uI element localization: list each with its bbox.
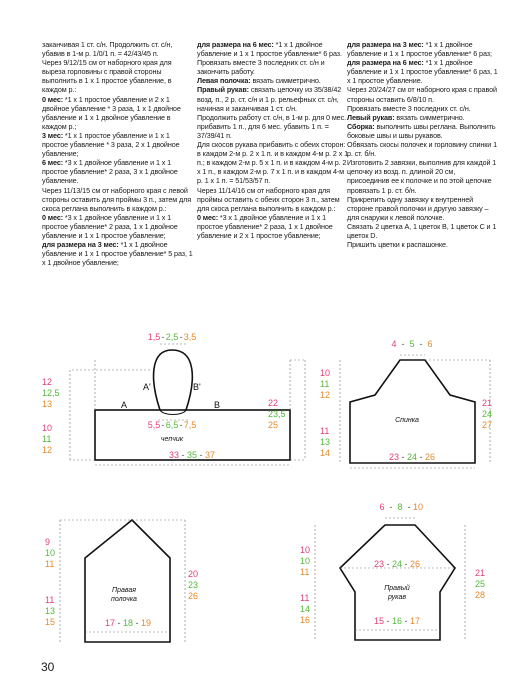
paragraph xyxy=(347,195,499,222)
paragraph xyxy=(347,58,499,85)
rukav-top-label: 8 xyxy=(397,502,403,512)
paragraph xyxy=(197,58,349,76)
spinka-diagram xyxy=(350,360,475,463)
polochka-upper-label: 9 xyxy=(45,537,51,547)
chepchik-mid-label-sep: - xyxy=(161,420,165,430)
rukav-mid-label: 24 xyxy=(391,559,403,569)
paragraph-heading: 3 мес: xyxy=(42,130,64,140)
chepchik-width-label: 23,5 xyxy=(268,409,286,419)
paragraph-text: Провязать вместе 3 последних ст. с/н и закончить работу. xyxy=(197,58,325,77)
chepchik-bottom-label-sep: - xyxy=(181,450,185,460)
paragraph-heading: Правый рукав: xyxy=(197,85,249,95)
paragraph xyxy=(347,240,499,249)
chepchik-label: чепчик xyxy=(160,436,184,443)
chepchik-lower-label: 12 xyxy=(42,445,53,455)
rukav-top-label-sep: - xyxy=(389,502,393,512)
rukav-label: рукав xyxy=(387,594,407,601)
paragraph-text: *3 х 1 двойное убавление и 1 х 1 простое убавление* 2 раза, 1 х 1 двойное убавление и 2 х 1 простое убавление; xyxy=(197,212,333,240)
rukav-bottom-label: 15 xyxy=(373,616,385,626)
paragraph xyxy=(197,213,349,240)
paragraph xyxy=(197,40,349,58)
page-number: 30 xyxy=(41,660,55,674)
paragraph xyxy=(347,140,499,158)
rukav-top-label-sep: - xyxy=(407,502,411,512)
chepchik-letter: A' xyxy=(143,382,151,392)
rukav-upper-label: 10 xyxy=(300,545,311,555)
spinka-top-label: 6 xyxy=(427,339,433,349)
chepchik-height-label: 12 xyxy=(42,377,53,387)
paragraph-text: *1 х 1 простое убавление и 2 х 1 двойное убавление * 3 раза, 1 х 1 двойное убавление и 1 х 1 двойное убавление в каждом р.; xyxy=(42,94,181,131)
paragraph-text: *1 х 1 простое убавление и 1 х 1 простое убавление * 3 раза, 2 х 1 двойное убавление; xyxy=(42,130,180,159)
polochka-upper-label: 11 xyxy=(45,559,55,569)
paragraph xyxy=(42,95,194,131)
chepchik-height-label: 12,5 xyxy=(42,388,60,398)
polochka-bottom-label: 19 xyxy=(140,618,152,628)
rukav-lower-label: 11 xyxy=(300,593,310,603)
rukav-lower-label: 14 xyxy=(300,604,311,614)
paragraph-text: Прикрепить одну завязку к внутренней стороне правой полочки и другую завязку – для снаружи к левой полочке. xyxy=(347,194,489,222)
spinka-bottom-label: 24 xyxy=(406,452,418,462)
paragraph-text: Продолжить работу ст. с/н, в 1-м р. для 0 мес. прибавить 1 п., для 6 мес. убавить 1 п. = 37/39/41 п. xyxy=(197,112,346,140)
chepchik-bottom-label: 37 xyxy=(204,450,216,460)
spinka-top-label-sep: - xyxy=(401,339,405,349)
paragraph-heading: 0 мес: xyxy=(42,212,64,222)
paragraph xyxy=(42,213,194,240)
paragraph-heading: 0 мес: xyxy=(197,212,219,222)
polochka-height-label: 20 xyxy=(188,569,199,579)
paragraph-heading: Сборка: xyxy=(347,121,375,131)
spinka-label: Спинка xyxy=(395,417,419,424)
paragraph-text: связать цепочку из 35/38/42 возд. п., 2 р. ст. с/н и 1 р. рельефных ст. с/н, начиная и заканчивая 1 ст. с/н. xyxy=(197,85,342,113)
paragraph-text: Обвязать скосы полочек и горловину спинки 1 р. ст. б/н. xyxy=(347,140,498,159)
paragraph xyxy=(197,113,349,140)
chepchik-letter: B' xyxy=(193,382,201,392)
paragraph-heading: 0 мес: xyxy=(42,94,64,104)
chepchik-top-label: 2,5 xyxy=(165,332,179,342)
paragraph xyxy=(197,76,349,85)
chepchik-top-label: 3,5 xyxy=(183,332,197,342)
paragraph xyxy=(42,186,194,213)
spinka-top-label-sep: - xyxy=(419,339,423,349)
rukav-top-label: 10 xyxy=(412,502,424,512)
rukav-upper-label: 10 xyxy=(300,556,311,566)
paragraph-text: Для скосов рукава прибавить с обеих сторон: в каждом 2-м р. 2 х 1 п. и в каждом 4-м р. 2 х 1 п.; в каждом 2-м р. 5 х 1 п. и в каждом 4-м р. 2 х 1 п., в каждом 2-м р. 7 х 1 п. и в каждом 4-м р. 1 х 1 п. = 51/53/57 п. xyxy=(197,140,349,186)
paragraph-text: *3 х 1 двойное убавление и 1 х 1 простое убавление* 2 раза, 3 х 1 двойное убавление. xyxy=(42,158,178,186)
text-column-1 xyxy=(42,40,194,267)
polochka-bottom-label-sep: - xyxy=(135,618,139,628)
paragraph xyxy=(42,240,194,267)
paragraph-text: вязать симметрично. xyxy=(394,112,465,122)
paragraph xyxy=(42,158,194,185)
spinka-top-label: 5 xyxy=(409,339,415,349)
paragraph-text: *1 х 1 двойное убавление и 1 х 1 простое убавление* 6 раз. xyxy=(197,40,342,59)
paragraph-text: заканчивая 1 ст. с/н. Продолжить ст. с/н, убавив в 1-м р. 1/0/1 п. = 42/43/45 п. xyxy=(42,40,173,59)
chepchik-top-label-sep: - xyxy=(161,332,165,342)
spinka-lower-label: 14 xyxy=(320,448,331,458)
rukav-height-label: 28 xyxy=(475,590,486,600)
spinka-bottom-label: 26 xyxy=(424,452,436,462)
rukav-mid-label: 26 xyxy=(409,559,421,569)
chepchik-top-label: 1,5 xyxy=(147,332,161,342)
paragraph xyxy=(42,40,194,58)
chepchik-width-label: 25 xyxy=(268,420,279,430)
paragraph-heading: для размера на 6 мес: xyxy=(347,58,424,68)
paragraph-text: выполнить швы реглана. Выполнить боковые швы и швы рукавов. xyxy=(347,121,496,140)
spinka-lower-label: 13 xyxy=(320,437,331,447)
chepchik-mid-label-sep: - xyxy=(179,420,183,430)
chepchik-mid-label: 5,5 xyxy=(147,420,161,430)
polochka-label: Правая xyxy=(112,587,136,594)
spinka-lower-label: 11 xyxy=(320,426,330,436)
spinka-bottom-label-sep: - xyxy=(401,452,405,462)
rukav-top-label: 6 xyxy=(379,502,385,512)
paragraph-text: *1 х 1 двойное убавление и 1 х 1 простое убавление* 6 раз, 1 х 1 простое убавление. xyxy=(347,58,498,86)
polochka-upper-label: 10 xyxy=(45,548,56,558)
paragraph xyxy=(347,122,499,140)
spinka-top-label: 4 xyxy=(391,339,397,349)
paragraph-heading: для размера на 6 мес: xyxy=(197,40,274,49)
rukav-upper-label: 11 xyxy=(300,567,310,577)
paragraph-text: *1 х 1 двойное убавление и 1 х 1 простое убавление* 5 раз, 1 х 1 двойное убавление; xyxy=(42,240,193,268)
chepchik-bottom-label: 33 xyxy=(168,450,180,460)
spinka-height-label: 21 xyxy=(482,398,493,408)
chepchik-mid-label: 6,5 xyxy=(165,420,179,430)
paragraph-text: Через 11/13/15 см от наборного края с левой стороны оставить для проймы 3 п., затем для скоса реглана выполнить в каждом р.: xyxy=(42,185,192,213)
rukav-bottom-label-sep: - xyxy=(404,616,408,626)
spinka-height-label: 27 xyxy=(482,420,493,430)
text-column-3 xyxy=(347,40,499,249)
spinka-bottom-label: 23 xyxy=(388,452,400,462)
chepchik-mid-label: 7,5 xyxy=(183,420,197,430)
rukav-mid-label-sep: - xyxy=(386,559,390,569)
polochka-bottom-label: 18 xyxy=(122,618,134,628)
paragraph xyxy=(347,85,499,103)
spinka-bottom-label-sep: - xyxy=(419,452,423,462)
paragraph-heading: 6 мес: xyxy=(42,158,64,168)
paragraph xyxy=(347,104,499,113)
paragraph-text: Изготовить 2 завязки, выполнив для каждой 1 цепочку из возд. п. длиной 20 см, присоединив ее к полочке и по этой цепочке провязать 1 р. ст. б/н. xyxy=(347,158,497,195)
paragraph-heading: для размера на 3 мес: xyxy=(347,40,424,49)
rukav-mid-label: 23 xyxy=(373,559,385,569)
chepchik-bottom-label-sep: - xyxy=(199,450,203,460)
paragraph xyxy=(347,40,499,58)
polochka-height-label: 26 xyxy=(188,591,199,601)
paragraph-text: Связать 2 цветка А, 1 цветок В, 1 цветок С и 1 цветок D. xyxy=(347,221,497,240)
paragraph xyxy=(347,222,499,240)
paragraph-text: Через 9/12/15 см от наборного края для выреза горловины с правой стороны выполнить в 1 х 1 простое убавление, в каждом р.: xyxy=(42,58,172,95)
paragraph-heading: Левый рукав: xyxy=(347,112,395,122)
polochka-height-label: 23 xyxy=(188,580,199,590)
polochka-bottom-label: 17 xyxy=(104,618,116,628)
chepchik-lower-label: 10 xyxy=(42,423,53,433)
chepchik-width-label: 22 xyxy=(268,398,279,408)
chepchik-lower-label: 11 xyxy=(42,434,52,444)
chepchik-height-label: 13 xyxy=(42,399,53,409)
paragraph-text: *3 х 1 двойное убавление и 1 х 1 простое убавление* 2 раза, 1 х 1 двойное убавление и 1 х 1 простое убавление; xyxy=(42,212,178,240)
polochka-lower-label: 11 xyxy=(45,595,55,605)
pattern-diagrams xyxy=(0,330,523,660)
spinka-height-label: 24 xyxy=(482,409,493,419)
rukav-height-label: 25 xyxy=(475,579,486,589)
paragraph-text: Через 20/24/27 см от наборного края с правой стороны оставить 6/8/10 п. xyxy=(347,85,497,104)
polochka-bottom-label-sep: - xyxy=(117,618,121,628)
paragraph-text: вязать симметрично. xyxy=(250,76,321,86)
text-column-2 xyxy=(197,40,349,240)
rukav-height-label: 21 xyxy=(475,568,486,578)
paragraph xyxy=(347,158,499,194)
spinka-upper-label: 10 xyxy=(320,368,331,378)
paragraph-heading: Левая полочка: xyxy=(197,76,251,86)
rukav-label: Правый xyxy=(384,585,410,592)
polochka-lower-label: 13 xyxy=(45,606,56,616)
paragraph xyxy=(197,186,349,213)
paragraph-text: Через 11/14/16 см от наборного края для проймы оставить с обеих сторон 3 п., затем для скоса реглана выполнить в каждом р.: xyxy=(197,185,340,213)
polochka-label: полочка xyxy=(111,596,137,603)
paragraph-text: Провязать вместе 3 последних ст. с/н. xyxy=(347,103,471,113)
rukav-lower-label: 16 xyxy=(300,615,311,625)
chepchik-letter: A xyxy=(121,400,128,410)
paragraph-text: Пришить цветки к распашонке. xyxy=(347,240,448,250)
paragraph-text: *1 х 1 двойное убавление и 1 х 1 простое убавление* 6 раз; xyxy=(347,40,492,59)
spinka-upper-label: 12 xyxy=(320,390,331,400)
paragraph xyxy=(197,85,349,112)
paragraph xyxy=(42,131,194,158)
rukav-mid-label-sep: - xyxy=(404,559,408,569)
rukav-bottom-label: 16 xyxy=(391,616,403,626)
paragraph xyxy=(42,58,194,94)
paragraph xyxy=(197,140,349,185)
polochka-lower-label: 15 xyxy=(45,617,56,627)
chepchik-top-label-sep: - xyxy=(179,332,183,342)
paragraph xyxy=(347,113,499,122)
spinka-upper-label: 11 xyxy=(320,379,330,389)
rukav-bottom-label-sep: - xyxy=(386,616,390,626)
paragraph-heading: для размера на 3 мес: xyxy=(42,240,119,250)
chepchik-bottom-label: 35 xyxy=(186,450,198,460)
chepchik-letter: B xyxy=(214,400,221,410)
rukav-bottom-label: 17 xyxy=(409,616,421,626)
